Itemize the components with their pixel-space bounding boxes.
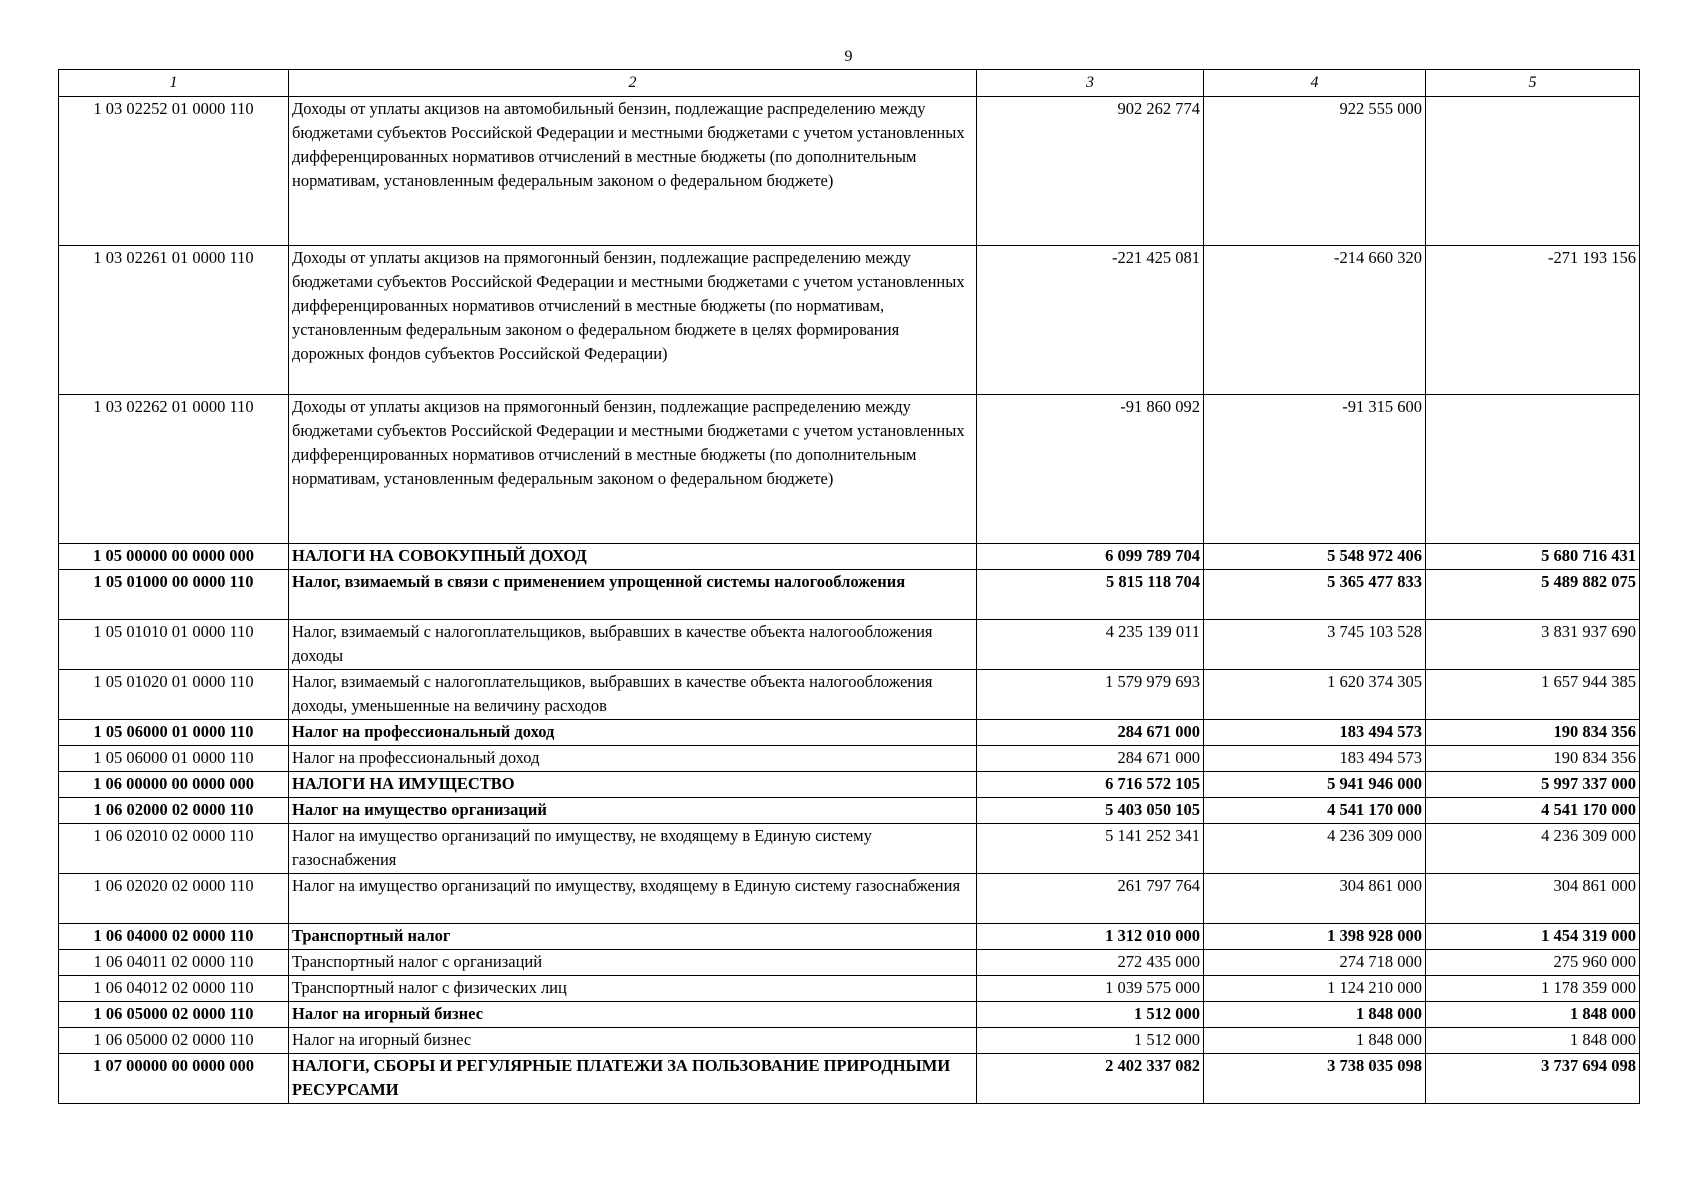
table-row xyxy=(59,570,1640,620)
table-row xyxy=(59,1028,1640,1054)
table-row xyxy=(59,824,1640,874)
amount-cell-col5: 1 657 944 385 xyxy=(1426,670,1640,720)
amount-cell-col3: 261 797 764 xyxy=(977,874,1204,924)
table-row xyxy=(59,772,1640,798)
amount-cell-col3: 1 512 000 xyxy=(977,1028,1204,1054)
amount-cell-col5: 3 737 694 098 xyxy=(1426,1054,1640,1104)
amount-cell-col5: 190 834 356 xyxy=(1426,720,1640,746)
table-body xyxy=(59,97,1640,1104)
amount-cell-col4: 5 365 477 833 xyxy=(1204,570,1426,620)
amount-cell-col3: -221 425 081 xyxy=(977,246,1204,395)
amount-cell-col4: 183 494 573 xyxy=(1204,720,1426,746)
budget-revenue-table xyxy=(58,69,1640,1104)
budget-code-cell: 1 06 02020 02 0000 110 xyxy=(59,874,289,924)
budget-code-cell: 1 05 06000 01 0000 110 xyxy=(59,720,289,746)
revenue-name-cell: Налог на имущество организаций по имуществу, не входящему в Единую систему газоснабжения xyxy=(289,824,977,874)
amount-cell-col5: 1 178 359 000 xyxy=(1426,976,1640,1002)
amount-cell-col4: 5 548 972 406 xyxy=(1204,544,1426,570)
amount-cell-col4: 1 124 210 000 xyxy=(1204,976,1426,1002)
amount-cell-col4: 1 848 000 xyxy=(1204,1028,1426,1054)
revenue-name-cell: Налог, взимаемый с налогоплательщиков, выбравших в качестве объекта налогообложения доходы xyxy=(289,620,977,670)
amount-cell-col3: 6 099 789 704 xyxy=(977,544,1204,570)
amount-cell-col5: 304 861 000 xyxy=(1426,874,1640,924)
budget-code-cell: 1 07 00000 00 0000 000 xyxy=(59,1054,289,1104)
amount-cell-col5: 3 831 937 690 xyxy=(1426,620,1640,670)
amount-cell-col5: 275 960 000 xyxy=(1426,950,1640,976)
table-row xyxy=(59,924,1640,950)
revenue-name-cell: Транспортный налог с организаций xyxy=(289,950,977,976)
column-number-header-row xyxy=(59,70,1640,97)
revenue-name-cell: Налог на имущество организаций xyxy=(289,798,977,824)
budget-code-cell: 1 05 01010 01 0000 110 xyxy=(59,620,289,670)
amount-cell-col3: 1 039 575 000 xyxy=(977,976,1204,1002)
amount-cell-col3: 284 671 000 xyxy=(977,720,1204,746)
table-row xyxy=(59,620,1640,670)
amount-cell-col3: 5 403 050 105 xyxy=(977,798,1204,824)
amount-cell-col4: 1 620 374 305 xyxy=(1204,670,1426,720)
table-row xyxy=(59,544,1640,570)
revenue-name-cell: Налог на профессиональный доход xyxy=(289,746,977,772)
budget-code-cell: 1 05 01020 01 0000 110 xyxy=(59,670,289,720)
table-row xyxy=(59,874,1640,924)
amount-cell-col5: 190 834 356 xyxy=(1426,746,1640,772)
revenue-name-cell: НАЛОГИ НА СОВОКУПНЫЙ ДОХОД xyxy=(289,544,977,570)
amount-cell-col3: 6 716 572 105 xyxy=(977,772,1204,798)
amount-cell-col4: 4 541 170 000 xyxy=(1204,798,1426,824)
amount-cell-col4: 183 494 573 xyxy=(1204,746,1426,772)
revenue-name-cell: Транспортный налог с физических лиц xyxy=(289,976,977,1002)
table-row xyxy=(59,720,1640,746)
amount-cell-col3: 1 312 010 000 xyxy=(977,924,1204,950)
revenue-name-cell: Налог, взимаемый с налогоплательщиков, выбравших в качестве объекта налогообложения доходы, уменьшенные на величину расходов xyxy=(289,670,977,720)
amount-cell-col4: 1 398 928 000 xyxy=(1204,924,1426,950)
amount-cell-col5: 5 489 882 075 xyxy=(1426,570,1640,620)
budget-code-cell: 1 05 01000 00 0000 110 xyxy=(59,570,289,620)
amount-cell-col5: 1 848 000 xyxy=(1426,1028,1640,1054)
amount-cell-col4: -214 660 320 xyxy=(1204,246,1426,395)
budget-code-cell: 1 03 02261 01 0000 110 xyxy=(59,246,289,395)
amount-cell-col5: 4 541 170 000 xyxy=(1426,798,1640,824)
amount-cell-col4: 3 738 035 098 xyxy=(1204,1054,1426,1104)
budget-code-cell: 1 03 02252 01 0000 110 xyxy=(59,97,289,246)
amount-cell-col3: 4 235 139 011 xyxy=(977,620,1204,670)
revenue-name-cell: Налог на имущество организаций по имуществу, входящему в Единую систему газоснабжения xyxy=(289,874,977,924)
amount-cell-col4: 4 236 309 000 xyxy=(1204,824,1426,874)
budget-code-cell: 1 05 06000 01 0000 110 xyxy=(59,746,289,772)
table-row xyxy=(59,1054,1640,1104)
amount-cell-col3: 1 579 979 693 xyxy=(977,670,1204,720)
amount-cell-col3: 272 435 000 xyxy=(977,950,1204,976)
budget-code-cell: 1 06 02000 02 0000 110 xyxy=(59,798,289,824)
table-row xyxy=(59,746,1640,772)
table-row xyxy=(59,798,1640,824)
table-row xyxy=(59,976,1640,1002)
amount-cell-col4: 304 861 000 xyxy=(1204,874,1426,924)
table-row xyxy=(59,246,1640,395)
revenue-name-cell: Налог, взимаемый в связи с применением упрощенной системы налогообложения xyxy=(289,570,977,620)
table-row xyxy=(59,1002,1640,1028)
amount-cell-col5 xyxy=(1426,395,1640,544)
budget-code-cell: 1 06 04011 02 0000 110 xyxy=(59,950,289,976)
column-header-3: 3 xyxy=(977,70,1204,97)
amount-cell-col3: -91 860 092 xyxy=(977,395,1204,544)
column-header-1: 1 xyxy=(59,70,289,97)
amount-cell-col5: 1 454 319 000 xyxy=(1426,924,1640,950)
amount-cell-col5: 5 680 716 431 xyxy=(1426,544,1640,570)
budget-code-cell: 1 06 05000 02 0000 110 xyxy=(59,1002,289,1028)
revenue-name-cell: Налог на профессиональный доход xyxy=(289,720,977,746)
column-header-5: 5 xyxy=(1426,70,1640,97)
table-row xyxy=(59,950,1640,976)
budget-code-cell: 1 06 02010 02 0000 110 xyxy=(59,824,289,874)
table-row xyxy=(59,670,1640,720)
amount-cell-col5: 4 236 309 000 xyxy=(1426,824,1640,874)
amount-cell-col4: -91 315 600 xyxy=(1204,395,1426,544)
revenue-name-cell: НАЛОГИ НА ИМУЩЕСТВО xyxy=(289,772,977,798)
amount-cell-col3: 902 262 774 xyxy=(977,97,1204,246)
budget-code-cell: 1 06 04000 02 0000 110 xyxy=(59,924,289,950)
revenue-name-cell: НАЛОГИ, СБОРЫ И РЕГУЛЯРНЫЕ ПЛАТЕЖИ ЗА ПОЛЬЗОВАНИЕ ПРИРОДНЫМИ РЕСУРСАМИ xyxy=(289,1054,977,1104)
amount-cell-col5: -271 193 156 xyxy=(1426,246,1640,395)
revenue-name-cell: Доходы от уплаты акцизов на автомобильный бензин, подлежащие распределению между бюджетами субъектов Российской Федерации и местными бюджетами с учетом установленных дифференцированных нормативов отчислений в местные бюджеты (по дополнительным нормативам, установленным федеральным законом о федеральном бюджете) xyxy=(289,97,977,246)
page-number: 9 xyxy=(844,48,853,65)
amount-cell-col4: 274 718 000 xyxy=(1204,950,1426,976)
column-header-2: 2 xyxy=(289,70,977,97)
amount-cell-col4: 1 848 000 xyxy=(1204,1002,1426,1028)
amount-cell-col5: 5 997 337 000 xyxy=(1426,772,1640,798)
revenue-name-cell: Доходы от уплаты акцизов на прямогонный бензин, подлежащие распределению между бюджетами субъектов Российской Федерации и местными бюджетами с учетом установленных дифференцированных нормативов отчислений в местные бюджеты (по нормативам, установленным федеральным законом о федеральном бюджете в целях формирования дорожных фондов субъектов Российской Федерации) xyxy=(289,246,977,395)
amount-cell-col3: 2 402 337 082 xyxy=(977,1054,1204,1104)
budget-code-cell: 1 05 00000 00 0000 000 xyxy=(59,544,289,570)
revenue-name-cell: Доходы от уплаты акцизов на прямогонный бензин, подлежащие распределению между бюджетами субъектов Российской Федерации и местными бюджетами с учетом установленных дифференцированных нормативов отчислений в местные бюджеты (по дополнительным нормативам, установленным федеральным законом о федеральном бюджете) xyxy=(289,395,977,544)
amount-cell-col4: 3 745 103 528 xyxy=(1204,620,1426,670)
budget-code-cell: 1 06 00000 00 0000 000 xyxy=(59,772,289,798)
amount-cell-col5: 1 848 000 xyxy=(1426,1002,1640,1028)
amount-cell-col3: 1 512 000 xyxy=(977,1002,1204,1028)
revenue-name-cell: Налог на игорный бизнес xyxy=(289,1002,977,1028)
column-header-4: 4 xyxy=(1204,70,1426,97)
amount-cell-col3: 284 671 000 xyxy=(977,746,1204,772)
table-row xyxy=(59,97,1640,246)
budget-code-cell: 1 06 04012 02 0000 110 xyxy=(59,976,289,1002)
revenue-name-cell: Налог на игорный бизнес xyxy=(289,1028,977,1054)
amount-cell-col3: 5 141 252 341 xyxy=(977,824,1204,874)
budget-code-cell: 1 06 05000 02 0000 110 xyxy=(59,1028,289,1054)
amount-cell-col5 xyxy=(1426,97,1640,246)
amount-cell-col3: 5 815 118 704 xyxy=(977,570,1204,620)
revenue-name-cell: Транспортный налог xyxy=(289,924,977,950)
table-row xyxy=(59,395,1640,544)
amount-cell-col4: 922 555 000 xyxy=(1204,97,1426,246)
budget-code-cell: 1 03 02262 01 0000 110 xyxy=(59,395,289,544)
amount-cell-col4: 5 941 946 000 xyxy=(1204,772,1426,798)
